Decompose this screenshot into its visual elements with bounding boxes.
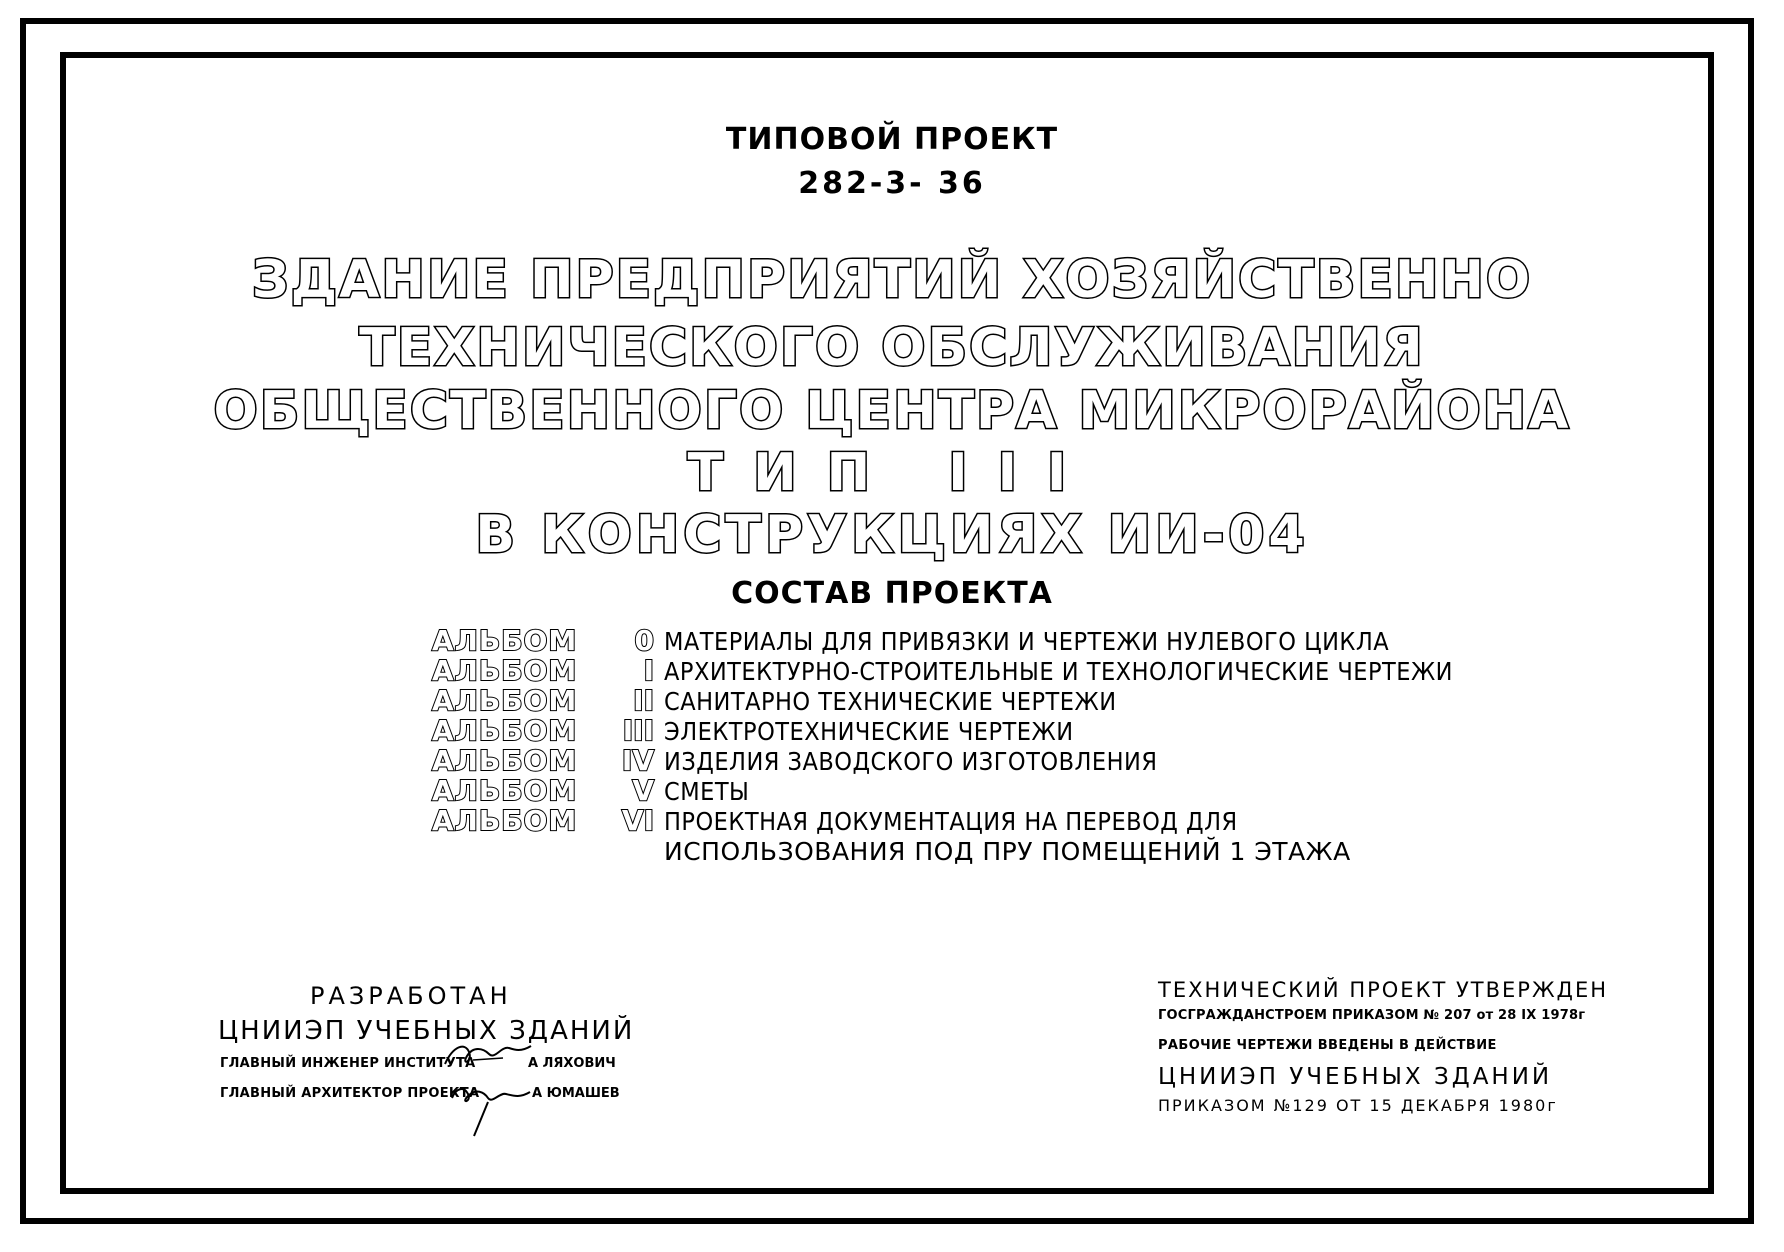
approval-line-3: РАБОЧИЕ ЧЕРТЕЖИ ВВЕДЕНЫ В ДЕЙСТВИЕ [1158,1038,1497,1053]
album-number: V [632,774,654,807]
album-label: АЛЬБОМ [432,624,578,657]
approval-line-1: ТЕХНИЧЕСКИЙ ПРОЕКТ УТВЕРЖДЕН [1158,978,1609,1002]
album-label: АЛЬБОМ [432,804,578,837]
signature-icon [443,1038,533,1078]
album-number: IV [621,744,654,777]
album-description: СМЕТЫ [664,777,750,806]
album-label: АЛЬБОМ [432,714,578,747]
album-row [432,806,1472,836]
album-number: II [633,684,654,717]
chief-architect-name: А ЮМАШЕВ [532,1086,620,1101]
approval-line-4: ЦНИИЭП УЧЕБНЫХ ЗДАНИЙ [1158,1064,1553,1090]
title-line-1: ЗДАНИЕ ПРЕДПРИЯТИЙ ХОЗЯЙСТВЕННО [251,250,1533,310]
album-number: VI [621,804,654,837]
album-description: АРХИТЕКТУРНО-СТРОИТЕЛЬНЫЕ И ТЕХНОЛОГИЧЕСКИЕ ЧЕРТЕЖИ [664,657,1454,686]
album-label: АЛЬБОМ [432,744,578,777]
album-description: ПРОЕКТНАЯ ДОКУМЕНТАЦИЯ НА ПЕРЕВОД ДЛЯ [664,807,1238,836]
album-description-continuation: ИСПОЛЬЗОВАНИЯ ПОД ПРУ ПОМЕЩЕНИЙ 1 ЭТАЖА [664,837,1351,866]
album-row [432,656,1472,686]
signature-icon [448,1078,538,1142]
album-number: 0 [634,624,654,657]
chief-architect-title: ГЛАВНЫЙ АРХИТЕКТОР ПРОЕКТА [220,1086,480,1101]
title-line-3: ОБЩЕСТВЕННОГО ЦЕНТРА МИКРОРАЙОНА [213,381,1571,441]
title-line-4: ТИП III [687,443,1097,503]
chief-engineer-name: А ЛЯХОВИЧ [528,1056,616,1071]
album-row [432,626,1472,656]
project-type-heading: ТИПОВОЙ ПРОЕКТ [725,122,1059,157]
album-row [432,776,1472,806]
album-row [432,746,1472,776]
album-list [432,626,1472,868]
album-number: I [643,654,654,687]
album-description: САНИТАРНО ТЕХНИЧЕСКИЕ ЧЕРТЕЖИ [664,687,1117,716]
album-label: АЛЬБОМ [432,654,578,687]
album-label: АЛЬБОМ [432,774,578,807]
approval-line-2: ГОСГРАЖДАНСТРОЕМ ПРИКАЗОМ № 207 от 28 IX 1978г [1158,1008,1586,1023]
project-number: 282-3- 36 [798,166,986,201]
album-description: ЭЛЕКТРОТЕХНИЧЕСКИЕ ЧЕРТЕЖИ [664,717,1074,746]
album-row [432,716,1472,746]
title-line-5: В КОНСТРУКЦИЯХ ИИ-04 [475,505,1309,565]
chief-engineer-title: ГЛАВНЫЙ ИНЖЕНЕР ИНСТИТУТА [220,1056,476,1071]
album-description: МАТЕРИАЛЫ ДЛЯ ПРИВЯЗКИ И ЧЕРТЕЖИ НУЛЕВОГО ЦИКЛА [664,627,1390,656]
album-label: АЛЬБОМ [432,684,578,717]
album-description: ИЗДЕЛИЯ ЗАВОДСКОГО ИЗГОТОВЛЕНИЯ [664,747,1158,776]
composition-title: СОСТАВ ПРОЕКТА [731,576,1053,611]
approval-line-5: ПРИКАЗОМ №129 ОТ 15 ДЕКАБРЯ 1980г [1158,1096,1558,1115]
developer-organization: ЦНИИЭП УЧЕБНЫХ ЗДАНИЙ [218,1016,635,1046]
developer-heading: РАЗРАБОТАН [310,982,512,1010]
album-row [432,686,1472,716]
title-line-2: ТЕХНИЧЕСКОГО ОБСЛУЖИВАНИЯ [359,318,1425,378]
album-number: III [622,714,654,747]
